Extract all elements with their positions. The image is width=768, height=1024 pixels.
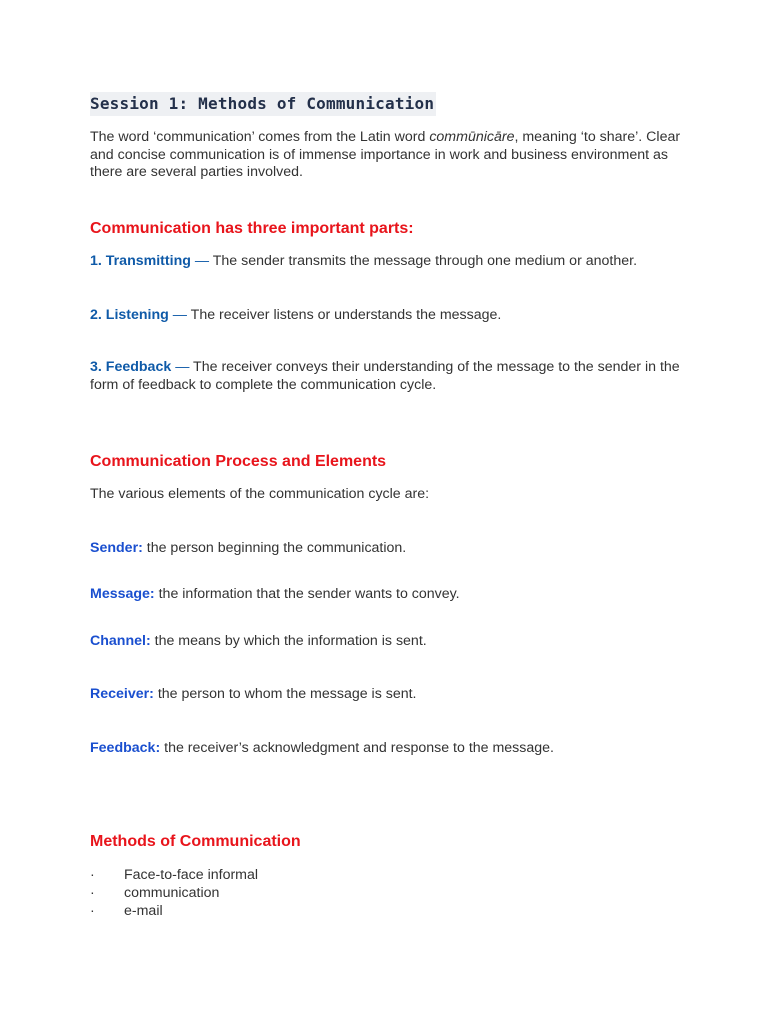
methods-heading: Methods of Communication (90, 833, 301, 850)
intro-text-after: , meaning ‘to share’. Clear and concise communication is of immense importance in work and business environment as there are several parties involved. (90, 129, 681, 180)
part-label: 3. Feedback (90, 359, 172, 375)
element-feedback (90, 740, 690, 758)
part-dash: — (194, 253, 210, 269)
element-receiver (90, 686, 690, 704)
element-message (90, 586, 690, 604)
list-item-text: Face-to-face informal (124, 867, 259, 883)
part-label: 1. Transmitting (90, 253, 191, 269)
part-item-feedback (90, 359, 690, 394)
element-text: the receiver’s acknowledgment and response to the message. (160, 740, 554, 756)
list-item (90, 866, 258, 884)
element-channel (90, 633, 690, 651)
part-dash: — (175, 359, 190, 375)
list-item-text: communication (124, 885, 220, 901)
part-text: The sender transmits the message through one medium or another. (209, 253, 638, 269)
part-item-listening (90, 307, 690, 325)
intro-paragraph (90, 129, 690, 182)
element-label: Channel: (90, 633, 151, 649)
element-label: Sender: (90, 540, 143, 556)
element-text: the means by which the information is sent. (150, 633, 427, 649)
element-label: Message: (90, 586, 155, 602)
element-sender (90, 540, 690, 558)
list-item (90, 902, 163, 920)
part-text: The receiver conveys their understanding of the message to the sender in the form of feedback to complete the communication cycle. (90, 359, 680, 393)
intro-italic-word: commūnicāre (429, 129, 515, 145)
part-text: The receiver listens or understands the message. (186, 307, 502, 323)
element-text: the information that the sender wants to convey. (154, 586, 460, 602)
bullet: · (90, 903, 95, 919)
page-title: Session 1: Methods of Communication (90, 92, 436, 116)
list-item (90, 884, 219, 902)
element-text: the person beginning the communication. (142, 540, 407, 556)
process-intro: The various elements of the communication cycle are: (90, 486, 430, 502)
part-item-transmitting (90, 253, 690, 271)
bullet: · (90, 885, 95, 901)
parts-heading: Communication has three important parts: (90, 220, 414, 237)
element-label: Receiver: (90, 686, 154, 702)
element-label: Feedback: (90, 740, 161, 756)
intro-text-before: The word ‘communication’ comes from the Latin word (90, 129, 430, 145)
element-text: the person to whom the message is sent. (153, 686, 417, 702)
list-item-text: e-mail (124, 903, 163, 919)
part-dash: — (172, 307, 187, 323)
part-label: 2. Listening (90, 307, 169, 323)
bullet: · (90, 867, 95, 883)
process-heading: Communication Process and Elements (90, 453, 387, 470)
